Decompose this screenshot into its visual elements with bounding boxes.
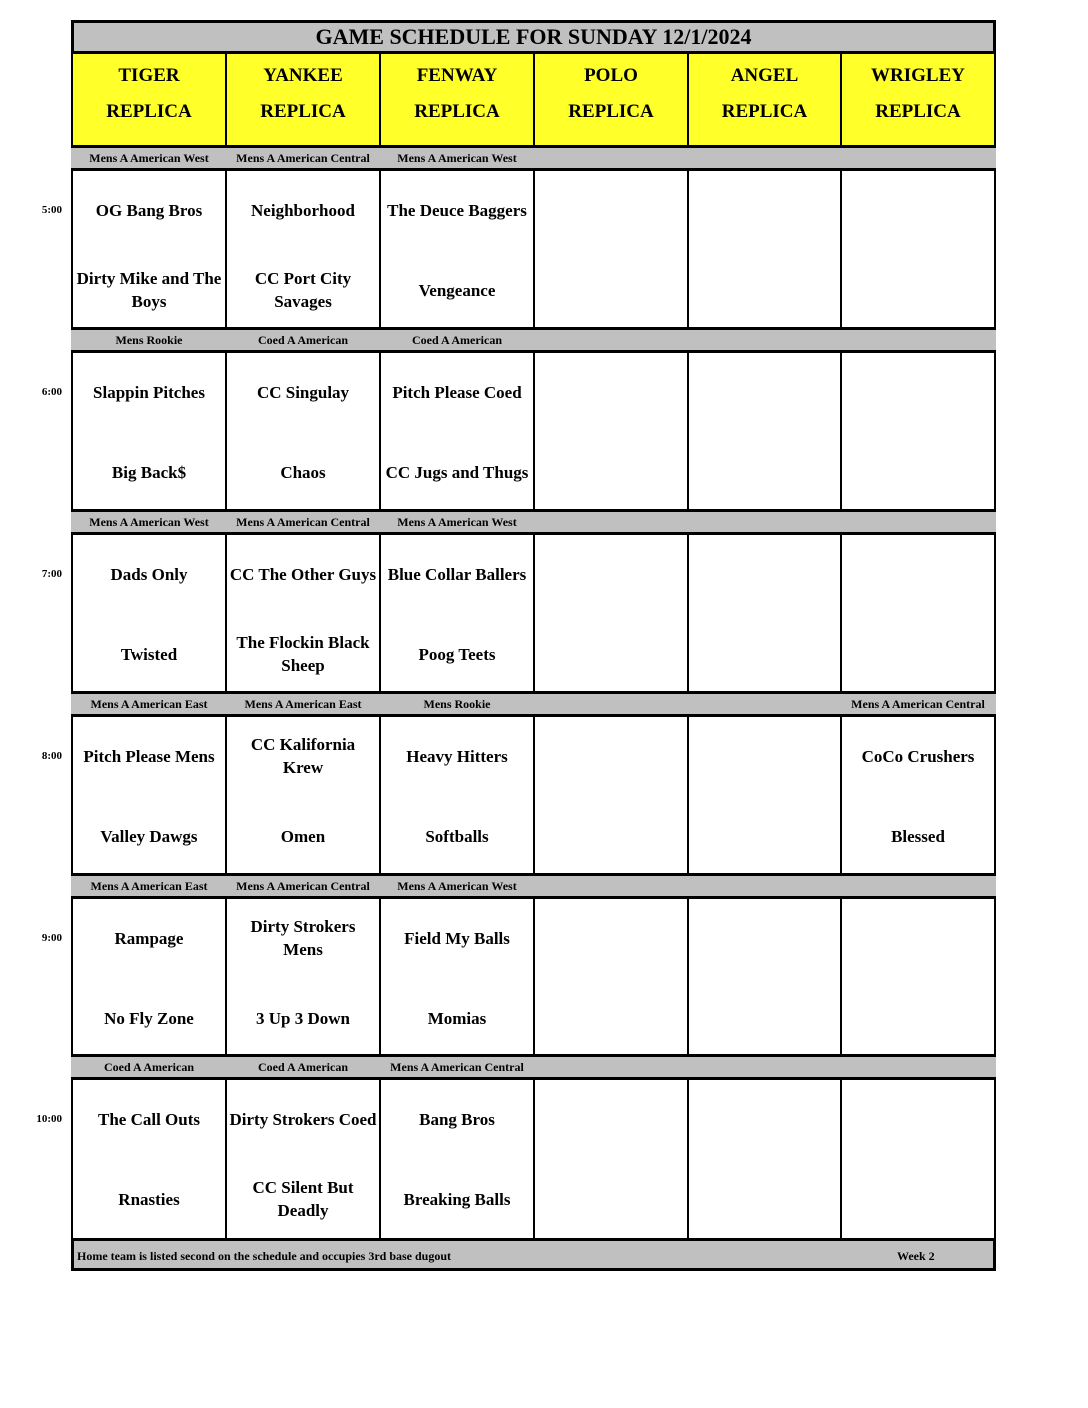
division-label: Mens A American West (397, 150, 517, 165)
division-label (533, 876, 689, 896)
division-label: Mens A American East (90, 696, 208, 711)
game-cell (840, 1080, 996, 1238)
home-team (689, 991, 840, 1045)
field-name: POLO (584, 65, 638, 86)
home-team (535, 445, 687, 499)
field-header-yankee (225, 54, 381, 147)
away-team: CoCo Crushers (861, 746, 975, 766)
division-label (687, 694, 842, 714)
away-team: The Deuce Baggers (387, 200, 527, 220)
away-team (842, 911, 994, 965)
division-label (840, 1057, 996, 1077)
away-team (689, 911, 840, 965)
game-cell (533, 535, 689, 693)
game-cell (379, 171, 535, 329)
division-label: Mens A American East (244, 696, 362, 711)
home-team (535, 809, 687, 863)
home-team (689, 263, 840, 317)
game-cell (840, 899, 996, 1057)
division-label: Mens A American West (89, 150, 209, 165)
away-team: Dads Only (110, 564, 188, 584)
game-cell (533, 899, 689, 1057)
time-slot-label: 5:00 (41, 204, 62, 216)
away-team (842, 365, 994, 419)
game-cell (71, 535, 227, 693)
game-cell (533, 717, 689, 875)
game-cell (71, 353, 227, 511)
division-label: Coed A American (104, 1059, 194, 1074)
home-team: 3 Up 3 Down (256, 1008, 350, 1028)
home-team (842, 263, 994, 317)
game-cell (687, 535, 842, 693)
division-label: Coed A American (412, 332, 502, 347)
field-type: REPLICA (260, 101, 346, 122)
field-header-tiger (71, 54, 227, 147)
field-header-angel (687, 54, 842, 147)
game-cell (379, 717, 535, 875)
home-team: Twisted (120, 644, 178, 664)
field-type: REPLICA (875, 101, 961, 122)
home-team: Blessed (891, 826, 945, 846)
field-name: FENWAY (416, 65, 498, 86)
home-team (689, 445, 840, 499)
game-cell (687, 717, 842, 875)
home-team (689, 627, 840, 681)
away-team (535, 911, 687, 965)
home-team (535, 1172, 687, 1226)
field-name: ANGEL (730, 65, 799, 86)
away-team (689, 365, 840, 419)
division-label (840, 512, 996, 532)
home-team (535, 991, 687, 1045)
away-team: OG Bang Bros (95, 200, 203, 220)
home-team: Chaos (280, 462, 326, 482)
week-label: Week 2 (897, 1249, 935, 1263)
game-cell (379, 535, 535, 693)
away-team (689, 183, 840, 237)
time-slot-label: 6:00 (41, 386, 62, 398)
home-team-note: Home team is listed second on the schedule and occupies 3rd base dugout (77, 1249, 452, 1263)
home-team (842, 991, 994, 1045)
division-label (533, 512, 689, 532)
away-team (535, 1092, 687, 1146)
game-cell (533, 171, 689, 329)
division-label (840, 148, 996, 168)
division-label: Mens Rookie (423, 696, 491, 711)
time-slot-label: 10:00 (36, 1113, 62, 1125)
time-slot-label: 8:00 (41, 750, 62, 762)
away-team: The Call Outs (97, 1109, 201, 1129)
division-label: Mens A American West (397, 514, 517, 529)
division-label (687, 148, 842, 168)
game-cell (840, 717, 996, 875)
away-team: Neighborhood (251, 200, 355, 220)
division-label (687, 330, 842, 350)
away-team (689, 547, 840, 601)
away-team: CC Kalifornia Krew (250, 735, 356, 777)
division-label (840, 330, 996, 350)
away-team (535, 547, 687, 601)
home-team (842, 445, 994, 499)
division-label (840, 876, 996, 896)
game-cell (71, 171, 227, 329)
away-team (535, 183, 687, 237)
away-team: Dirty Strokers Mens (250, 917, 356, 959)
game-cell (840, 353, 996, 511)
away-team: CC Singulay (256, 382, 350, 402)
game-cell (687, 353, 842, 511)
field-name: TIGER (118, 65, 180, 86)
schedule-title: GAME SCHEDULE FOR SUNDAY 12/1/2024 (71, 20, 996, 54)
away-team (689, 729, 840, 783)
away-team: Rampage (114, 928, 184, 948)
home-team: No Fly Zone (104, 1008, 194, 1028)
home-team (535, 263, 687, 317)
away-team (842, 183, 994, 237)
game-cell (379, 1080, 535, 1238)
division-label: Mens A American Central (851, 696, 985, 711)
away-team (842, 547, 994, 601)
home-team: CC Silent But Deadly (252, 1178, 354, 1220)
home-team: Momias (427, 1008, 487, 1028)
division-label (687, 876, 842, 896)
division-label (687, 512, 842, 532)
game-cell (225, 353, 381, 511)
division-label (533, 330, 689, 350)
division-label: Mens A American Central (236, 514, 370, 529)
game-cell (687, 899, 842, 1057)
away-team: Blue Collar Ballers (387, 564, 527, 584)
away-team: Pitch Please Mens (83, 746, 215, 766)
away-team: Field My Balls (404, 928, 510, 948)
schedule-footer (71, 1238, 996, 1271)
division-label (687, 1057, 842, 1077)
home-team: The Flockin Black Sheep (236, 633, 370, 675)
home-team: Softballs (425, 826, 489, 846)
home-team: Valley Dawgs (100, 826, 198, 846)
division-label: Mens Rookie (115, 332, 183, 347)
home-team (689, 809, 840, 863)
game-cell (225, 717, 381, 875)
division-label: Mens A American West (89, 514, 209, 529)
division-label (533, 148, 689, 168)
division-label: Mens A American Central (390, 1059, 524, 1074)
game-cell (225, 171, 381, 329)
game-cell (71, 1080, 227, 1238)
time-slot-label: 9:00 (41, 932, 62, 944)
away-team (689, 1092, 840, 1146)
home-team: Rnasties (118, 1189, 180, 1209)
division-label: Mens A American Central (236, 878, 370, 893)
field-type: REPLICA (106, 101, 192, 122)
away-team: CC The Other Guys (229, 564, 377, 584)
field-type: REPLICA (414, 101, 500, 122)
home-team (842, 627, 994, 681)
away-team (842, 1092, 994, 1146)
field-name: WRIGLEY (871, 65, 965, 86)
time-slot-label: 7:00 (41, 568, 62, 580)
home-team: Dirty Mike and The Boys (76, 269, 222, 311)
home-team (842, 1172, 994, 1226)
game-cell (225, 899, 381, 1057)
home-team: Big Back$ (111, 462, 187, 482)
away-team: Slappin Pitches (93, 382, 205, 402)
game-cell (687, 171, 842, 329)
division-label: Coed A American (258, 1059, 348, 1074)
game-cell (225, 1080, 381, 1238)
away-team (535, 365, 687, 419)
game-cell (687, 1080, 842, 1238)
game-cell (379, 899, 535, 1057)
division-label: Mens A American Central (236, 150, 370, 165)
division-label: Mens A American East (90, 878, 208, 893)
home-team (689, 1172, 840, 1226)
game-cell (71, 717, 227, 875)
away-team: Heavy Hitters (406, 746, 508, 766)
away-team: Pitch Please Coed (392, 382, 522, 402)
division-label: Mens A American West (397, 878, 517, 893)
game-cell (379, 353, 535, 511)
field-header-fenway (379, 54, 535, 147)
away-team (535, 729, 687, 783)
field-type: REPLICA (568, 101, 654, 122)
game-cell (225, 535, 381, 693)
field-header-wrigley (840, 54, 996, 147)
field-type: REPLICA (721, 101, 808, 122)
game-cell (840, 171, 996, 329)
home-team: Breaking Balls (403, 1189, 511, 1209)
away-team: Dirty Strokers Coed (229, 1109, 377, 1129)
game-cell (533, 1080, 689, 1238)
game-cell (533, 353, 689, 511)
division-label: Coed A American (258, 332, 348, 347)
away-team: Bang Bros (419, 1109, 495, 1129)
home-team: Vengeance (418, 280, 496, 300)
home-team (535, 627, 687, 681)
home-team: Poog Teets (418, 644, 496, 664)
field-name: YANKEE (263, 65, 343, 86)
home-team: CC Port City Savages (254, 269, 352, 311)
home-team: CC Jugs and Thugs (385, 462, 529, 482)
field-header-polo (533, 54, 689, 147)
home-team: Omen (280, 826, 326, 846)
game-cell (840, 535, 996, 693)
division-label (533, 1057, 689, 1077)
division-label (533, 694, 689, 714)
game-cell (71, 899, 227, 1057)
